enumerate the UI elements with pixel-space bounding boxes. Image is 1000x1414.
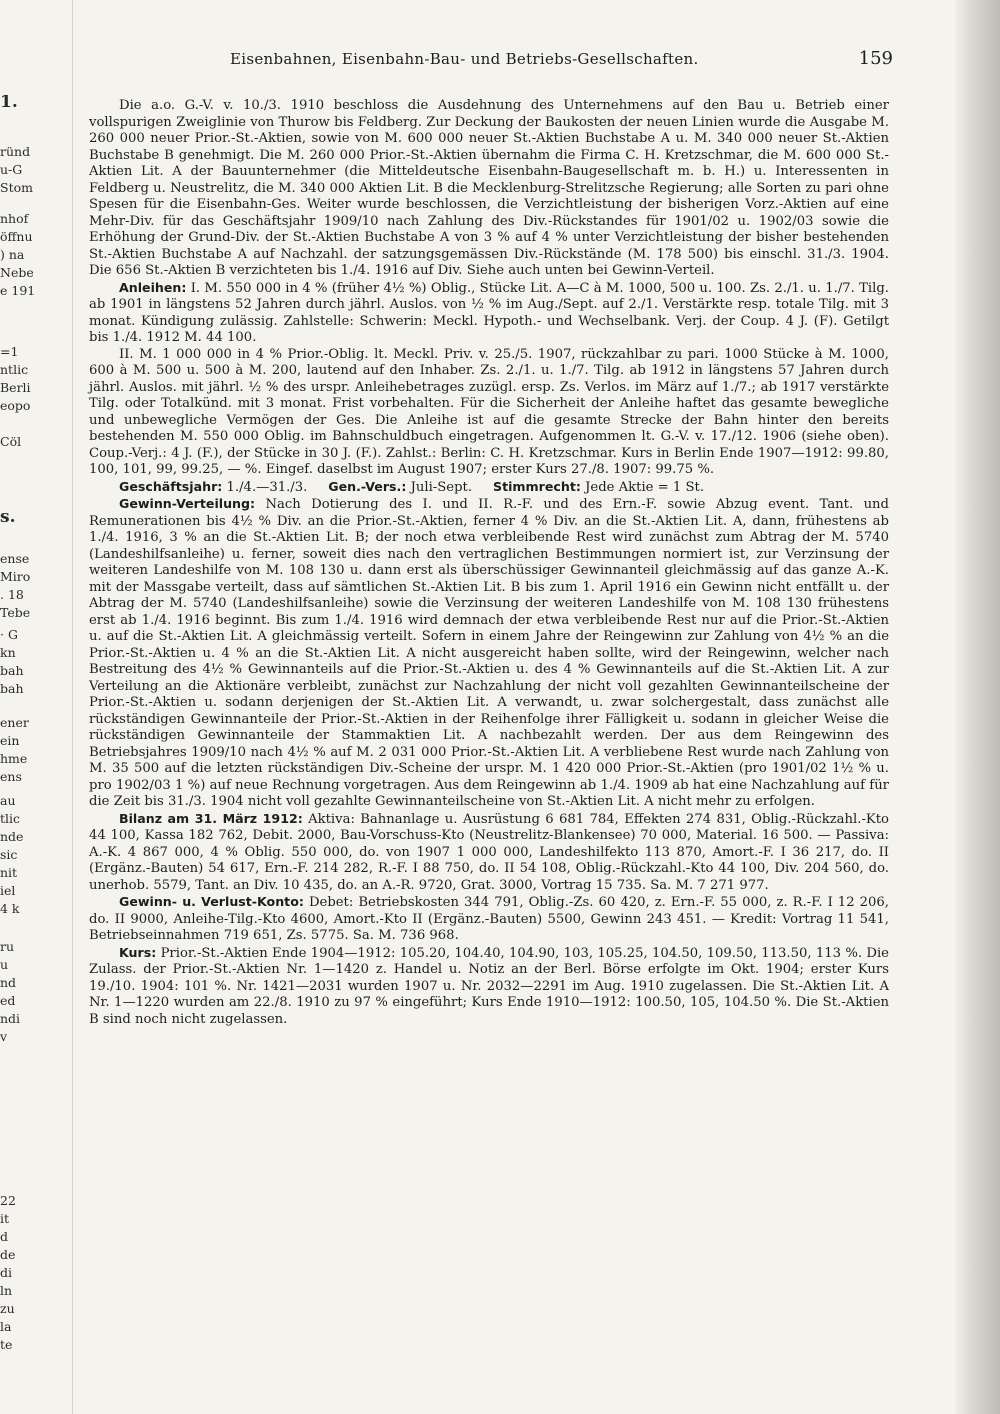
paragraph-anleihen-1: [89, 280, 889, 347]
margin-fragment: ener: [0, 716, 29, 730]
margin-fragment: ein: [0, 734, 20, 748]
paragraph-geschaeftsjahr: [89, 479, 889, 497]
margin-fragment: nde: [0, 830, 24, 844]
stimmrecht-text: Jede Aktie = 1 St.: [585, 479, 705, 495]
margin-fragment: Miro: [0, 570, 31, 584]
margin-fragment: tlic: [0, 812, 21, 826]
margin-fragment: 4 k: [0, 902, 20, 916]
margin-fragment: =1: [0, 345, 19, 359]
margin-fragment: ntlic: [0, 363, 29, 377]
bilanz-text: Aktiva: Bahnanlage u. Ausrüstung 6 681 784, Effekten 274 831, Oblig.-Rückzahl.-Kto 44 100, Kassa 182 762, Debit. 2000, Bau-Vorschuss-Kto (Neustrelitz-Blankensee) 70 000, Material. 16 500. — Passiva: A.-K. 4 867 000, 4 % Oblig. 550 000, do. von 1907 1 000 000, Landeshilfekto 113 870, Amort.-F. I 36 217, do. II (Ergänz.-Bauten) 54 617, Ern.-F. 214 282, R.-F. I 88 750, do. II 54 108, Oblig.-Rückzahl.-Kto 44 100, Div. 204 560, do. unerhob. 5579, Tant. an Div. 10 435, do. an A.-R. 9720, Grat. 3000, Vortrag 15 735. Sa. M. 7 271 977.: [89, 811, 889, 893]
margin-fragment: sic: [0, 848, 18, 862]
margin-fragment: e 191: [0, 284, 36, 298]
kurs-text: Prior.-St.-Aktien Ende 1904—1912: 105.20, 104.40, 104.90, 103, 105.25, 104.50, 109.50, 113.50, 113 %. Die Zulass. der Prior.-St.-Aktien Nr. 1—1420 z. Handel u. Notiz an der Berl. Börse erfolgte im Okt. 1904; erster Kurs 19./10. 1904: 101 %. Nr. 1421—2031 wurden 1907 u. Nr. 2032—2291 im Aug. 1910 zugelassen. Die St.-Aktien Lit. A Nr. 1—1220 wurden am 22./8. 1910 zu 97 % eingeführt; Kurs Ende 1910—1912: 100.50, 105, 104.50 %. Die St.-Aktien B sind noch nicht zugelassen.: [89, 945, 889, 1027]
margin-fragment: Tebe: [0, 606, 31, 620]
paragraph-gewinn-verteilung: [89, 496, 889, 811]
margin-fragment: ru: [0, 940, 15, 954]
margin-fragment: nit: [0, 866, 18, 880]
section-label-anleihen: Anleihen:: [119, 279, 187, 295]
paragraph-gewinn-verlust: [89, 894, 889, 945]
section-label-gewinn-verteilung: Gewinn-Verteilung:: [119, 496, 256, 511]
margin-fragment: ründ: [0, 145, 31, 159]
margin-fragment: kn: [0, 646, 16, 660]
margin-fragment: la: [0, 1320, 12, 1334]
margin-fragment: bah: [0, 664, 24, 678]
margin-fragment: di: [0, 1266, 12, 1280]
gewinn-verlust-text: Debet: Betriebskosten 344 791, Oblig.-Zs. 60 420, z. Ern.-F. 55 000, z. R.-F. I 12 206, do. II 9000, Anleihe-Tilg.-Kto 4600, Amort.-Kto II (Ergänz.-Bauten) 5500, Gewinn 243 451. — Kredit: Vortrag 11 541, Betriebseinnahmen 719 651, Zs. 5775. Sa. M. 736 968.: [89, 895, 889, 943]
section-label-geschaeftsjahr: Geschäftsjahr:: [119, 478, 223, 494]
anleihen-1-text: I. M. 550 000 in 4 % (früher 4½ %) Oblig., Stücke Lit. A—C à M. 1000, 500 u. 100. Zs. 2./1. u. 1./7. Tilg. ab 1901 in längstens 52 Jahren durch jährl. Auslos. von ½ % im Aug./Sept. auf 2./1. Verstärkte resp. totale Tilg. mit 3 monat. Kündigung zulässig. Zahlstelle: Schwerin: Meckl. Hypoth.- und Wechselbank. Verj. der Coup. 4 J. (F). Getilgt bis 1./4. 1912 M. 44 100.: [89, 280, 890, 345]
margin-fragment: zu: [0, 1302, 15, 1316]
margin-fragment: 22: [0, 1194, 16, 1208]
margin-fragment: ed: [0, 994, 16, 1008]
body-text: [89, 98, 889, 1028]
margin-fragment: iel: [0, 884, 16, 898]
margin-fragment: Nebe: [0, 266, 34, 280]
margin-fragment: ndi: [0, 1012, 21, 1026]
running-title: Eisenbahnen, Eisenbahn-Bau- und Betriebs-Gesellschaften.: [230, 50, 699, 68]
margin-fragment: te: [0, 1338, 13, 1352]
margin-fragment: d: [0, 1230, 9, 1244]
margin-fragment: u: [0, 958, 9, 972]
margin-fragment: ense: [0, 552, 30, 566]
margin-fragment: nhof: [0, 212, 29, 226]
paragraph-anleihen-2: II. M. 1 000 000 in 4 % Prior.-Oblig. lt. Meckl. Priv. v. 25./5. 1907, rückzahlbar zu pari. 1000 Stücke à M. 1000, 600 à M. 500 u. 500 à M. 200, lautend auf den Inhaber. Zs. 2./1. u. 1./7. Tilg. ab 1912 in längstens 57 Jahren durch jährl. Auslos. mit jährl. ½ % des urspr. Anleihebetrages zuzügl. ersp. Zs. Verlos. im März auf 1./7.; ab 1917 verstärkte Tilg. oder Totalkünd. mit 3 monat. Frist vorbehalten. Für die Sicherheit der Anleihe haftet das gesamte bewegliche und unbewegliche Vermögen der Ges. Die Anleihe ist auf die gesamte Strecke der Bahn hinter den bereits bestehenden M. 550 000 Oblig. im Bahnschuldbuch eingetragen. Aufgenommen lt. G.-V. v. 17./12. 1906 (siehe oben). Coup.-Verj.: 4 J. (F.), der Stücke in 30 J. (F.). Zahlst.: Berlin: C. H. Kretzschmar. Kurs in Berlin Ende 1907—1912: 99.80, 100, 101, 99, 99.25, — %. Eingef. daselbst im August 1907; erster Kurs 27./8. 1907: 99.75 %.: [89, 346, 889, 477]
margin-fragment: öffnu: [0, 230, 33, 244]
page-number: 159: [858, 48, 893, 69]
margin-fragment: Cöl: [0, 435, 22, 449]
margin-fragment: 1.: [0, 95, 18, 109]
margin-fragment: it: [0, 1212, 10, 1226]
margin-fragment: · G: [0, 628, 18, 642]
gewinn-verteilung-text: Nach Dotierung des I. und II. R.-F. und des Ern.-F. sowie Abzug event. Tant. und Remunerationen bis 4½ % Div. an die Prior.-St.-Aktien, ferner 4 % Div. an die St.-Aktien Lit. A, dann, frühestens ab 1./4. 1916, 3 % an die St.-Aktien Lit. B; der noch etwa verbleibende Rest wird zunächst zum Abtrag der M. 5740 (Landeshilfsanleihe) u. ferner, soweit dies nach den vertraglichen Bestimmungen normiert ist, zur Verzinsung der weiteren Landeshilfe von M. 108 130 u. dann erst als überschüssiger Gewinnanteil gleichmässig auf das ganze A.-K. mit der Massgabe verteilt, dass auf sämtlichen St.-Aktien Lit. B bis zum 1. April 1916 ein Gewinn nicht entfällt u. der Abtrag der M. 5740 (Landeshilfsanleihe) sowie die Verzinsung der weiteren Landeshilfe von M. 108 130 frühestens erst ab 1./4. 1916 beginnt. Bis zum 1./4. 1916 wird demnach der etwa verbleibende Rest nur auf die Prior.-St.-Aktien u. auf die St.-Aktien Lit. A gleichmässig verteilt. Sofern in einem Jahre der Reingewinn zur Zahlung von 4½ % an die Prior.-St.-Aktien u. 4 % an die St.-Aktien Lit. A nicht ausgereicht haben sollte, wird der Reingewinn, welcher nach Bestreitung des 4½ % Gewinnanteils auf die Prior.-St.-Aktien u. des 4 % Gewinnanteils auf die St.-Aktien Lit. A zur Verteilung an die Aktionäre verbleibt, zunächst zur Nachzahlung der nicht voll gezahlten Gewinnanteilscheine der Prior.-St.-Aktien u. sodann derjenigen der St.-Aktien Lit. A verwandt, u. zwar solchergestalt, dass zunächst alle rückständigen Gewinnanteile der Prior.-St.-Aktien in der Reihenfolge ihrer Fälligkeit u. sodann in gleicher Weise die rückständigen Gewinnanteile der Stammaktien Lit. A nachbezahlt werden. Der aus dem Reingewinn des Betriebsjahres 1909/10 nach 4½ % auf M. 2 031 000 Prior.-St.-Aktien Lit. A verbliebene Rest wurde nach Zahlung von M. 35 500 auf die letzten rückständigen Div.-Scheine der urspr. M. 1 420 000 Prior.-St.-Aktien (pro 1901/02 1½ % u. pro 1902/03 1 %) auf neue Rechnung vorgetragen. Aus dem Reingewinn ab 1./4. 1909 ab hat eine Nachzahlung auf für die Zeit bis 31./3. 1904 nicht voll gezahlte Gewinnanteilscheine von St.-Aktien Lit. A nicht mehr zu erfolgen.: [89, 497, 889, 809]
margin-fragment: hme: [0, 752, 28, 766]
page-header: [118, 50, 893, 76]
margin-fragment: ens: [0, 770, 22, 784]
margin-fragment: eopo: [0, 399, 31, 413]
margin-fragment: de: [0, 1248, 16, 1262]
paragraph-capital-increase: Die a.o. G.-V. v. 10./3. 1910 beschloss die Ausdehnung des Unternehmens auf den Bau u. Betrieb einer vollspurigen Zweiglinie von Thurow bis Feldberg. Zur Deckung der Baukosten der neuen Linien wurde die Ausgabe M. 260 000 neuer Prior.-St.-Aktien, sowie von M. 600 000 neuer St.-Aktien Buchstabe A u. M. 340 000 neuer St.-Aktien Buchstabe B genehmigt. Die M. 260 000 Prior.-St.-Aktien übernahm die Firma C. H. Kretzschmar, die M. 600 000 St.-Aktien Lit. A der Bauunternehmer (die Mitteldeutsche Eisenbahn-Baugesellschaft m. b. H.) u. Interessenten in Feldberg u. Neustrelitz, die M. 340 000 Aktien Lit. B die Mecklenburg-Strelitzsche Regierung; alle Sorten zu pari ohne Spesen für die Eisenbahn-Ges. Weiter wurde beschlossen, die Verzichtleistung der bisherigen Vorz.-Aktien auf eine Mehr-Div. für das Geschäftsjahr 1909/10 nach Zahlung des Div.-Rückstandes für 1901/02 u. 1902/03 sowie die Erhöhung der Grund-Div. der St.-Aktien Buchstabe A von 3 % auf 4 % unter Verzichtleistung der bisher bestehenden St.-Aktien Buchstabe A auf Nachzahl. der satzungsgemässen Div.-Rückstände (M. 178 500) bis einschl. 31./3. 1904. Die 656 St.-Aktien B verzichteten bis 1./4. 1916 auf Div. Siehe auch unten bei Gewinn-Verteil.: [89, 98, 889, 278]
binding-shadow: [955, 0, 1000, 1414]
paragraph-bilanz: [89, 811, 889, 895]
section-label-gen-vers: Gen.-Vers.:: [328, 478, 407, 494]
margin-fragment: s.: [0, 510, 16, 524]
margin-fragment: ln: [0, 1284, 13, 1298]
margin-fragment: Stom: [0, 181, 33, 195]
paragraph-kurs: [89, 945, 889, 1029]
margin-fragment: . 18: [0, 588, 24, 602]
section-label-gewinn-verlust: Gewinn- u. Verlust-Konto:: [119, 894, 304, 909]
margin-fragment: v: [0, 1030, 8, 1044]
section-label-kurs: Kurs:: [119, 944, 157, 960]
margin-fragment: ) na: [0, 248, 25, 262]
section-label-bilanz: Bilanz am 31. März 1912:: [119, 810, 303, 826]
gen-vers-text: Juli-Sept.: [410, 479, 473, 495]
margin-fragment: nd: [0, 976, 17, 990]
margin-fragment: Berli: [0, 381, 31, 395]
margin-fragment: au: [0, 794, 16, 808]
margin-fragment: u-G: [0, 163, 23, 177]
margin-fragment: bah: [0, 682, 24, 696]
section-label-stimmrecht: Stimmrecht:: [493, 478, 581, 494]
geschaeftsjahr-text: 1./4.—31./3.: [226, 479, 308, 495]
facing-page-margin: [0, 0, 73, 1414]
